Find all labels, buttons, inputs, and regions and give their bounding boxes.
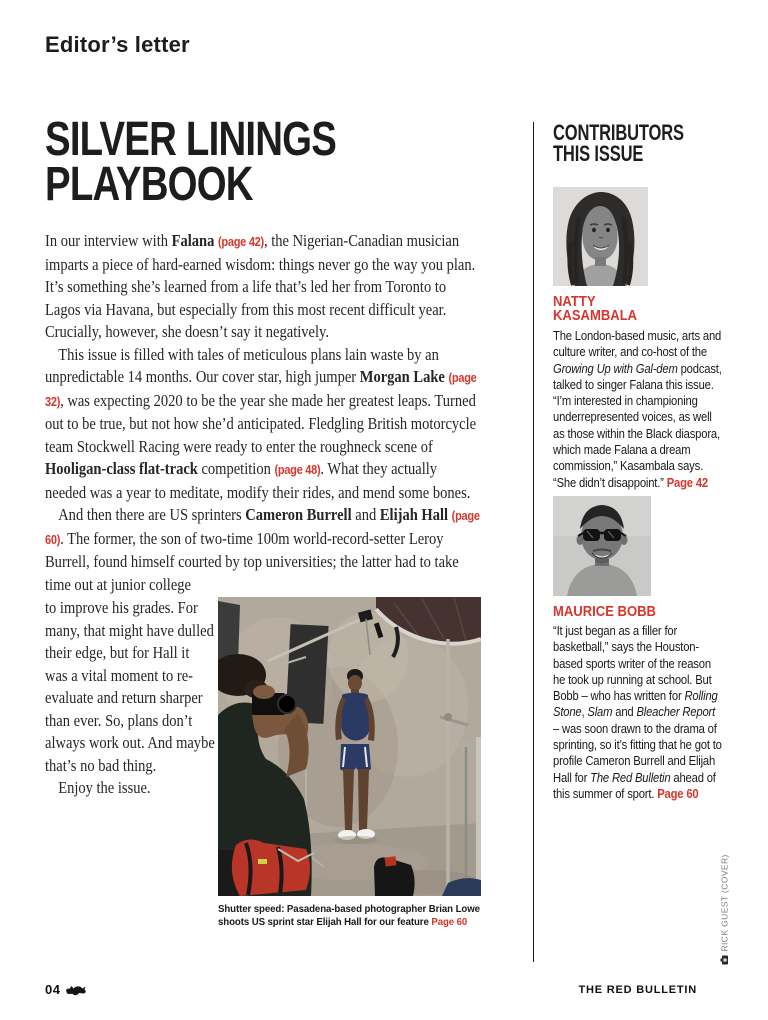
- behind-the-scenes-photo: [218, 597, 481, 896]
- article-title-line1: SILVER LININGS: [45, 113, 337, 166]
- page-number: 04: [45, 982, 61, 997]
- camera-icon: [721, 956, 729, 965]
- paragraph-4: Enjoy the issue.: [58, 778, 151, 797]
- contributor-bio-natty: The London-based music, arts and culture writer, and co-host of the Growing Up with Gal-dem podcast, talked to singer Falana this issue. “I’m interested in championing underrepresented voices, as well as those within the Black diaspora, which made Falana a dream commission,” Kasambala says. “She didn’t disappoint.” Page 42: [553, 329, 722, 490]
- sidebar-divider: [533, 122, 534, 962]
- paragraph-3-continued: to improve his grades. For many, that might have dulled their edge, but for Hall it was a vital moment to re-evaluate and return sharper than ever. So, plans don’t always work out. And maybe that’s no bad thing.: [45, 598, 215, 775]
- wrapped-text-column: [45, 597, 215, 929]
- contributors-heading-line1: CONTRIBUTORS: [553, 120, 684, 145]
- photo-credit-strip: [719, 848, 731, 965]
- photo-credit-text: RICK GUEST (COVER): [719, 854, 730, 952]
- magazine-name: THE RED BULLETIN: [578, 984, 697, 996]
- text-photo-wrap: [45, 597, 481, 929]
- portrait-natty-kasambala: [553, 187, 648, 286]
- photo-caption: Shutter speed: Pasadena-based photographer Brian Lowe shoots US sprint star Elijah Hall for our feature Page 60: [218, 903, 480, 928]
- contributor-name-maurice: MAURICE BOBB: [553, 603, 656, 620]
- contributors-heading: [553, 122, 682, 164]
- contributor-bio-maurice: “It just began as a filler for basketball,” says the Houston-based sports writer of the reason he took up running at school. But Bobb – who has written for Rolling Stone, Slam and Bleacher Report – was soon drawn to the drama of sprinting, so it’s fitting that he got to profile Cameron Burrell and Elijah Hall for The Red Bulletin ahead of this summer of sport. Page 60: [553, 623, 722, 801]
- contributors-sidebar: [553, 122, 725, 802]
- article-body: [45, 230, 481, 929]
- bull-logo-icon: [65, 983, 87, 996]
- contributors-heading-line2: THIS ISSUE: [553, 141, 644, 166]
- footer-left: [45, 982, 87, 997]
- article-title-line2: PLAYBOOK: [45, 158, 253, 211]
- portrait-maurice-bobb: [553, 496, 651, 596]
- article-title: [45, 113, 337, 211]
- contributor-name-natty: NATTY KASAMBALA: [553, 294, 638, 324]
- feature-photo-block: [218, 597, 481, 929]
- section-label: Editor’s letter: [45, 32, 190, 57]
- paragraph-1: In our interview with Falana (page 42), the Nigerian-Canadian musician imparts a piece of hard-earned wisdom: things never go the way you plan. It’s something she’s learned from a life that’s led her from Toronto to Lagos via Havana, but especially from this most recent difficult year. Crucially, however, she doesn’t say it negatively.: [45, 231, 476, 341]
- paragraph-3: And then there are US sprinters Cameron Burrell and Elijah Hall (page 60). The former, the son of two-time 100m world-record-setter Leroy Burrell, found himself courted by top universities; the latter had to take time out at junior college: [45, 505, 480, 594]
- paragraph-2: This issue is filled with tales of meticulous plans lain waste by an unpredictable 14 months. Our cover star, high jumper Morgan Lake (page 32), was expecting 2020 to be the year she made her greatest leaps. Turned out to be true, but not how she’d anticipated. Fledgling British motorcycle team Stockwell Racing were ready to enter the roughneck scene of Hooligan-class flat-track competition (page 48). What they actually needed was a year to meditate, modify their rides, and mend some bones.: [45, 344, 477, 502]
